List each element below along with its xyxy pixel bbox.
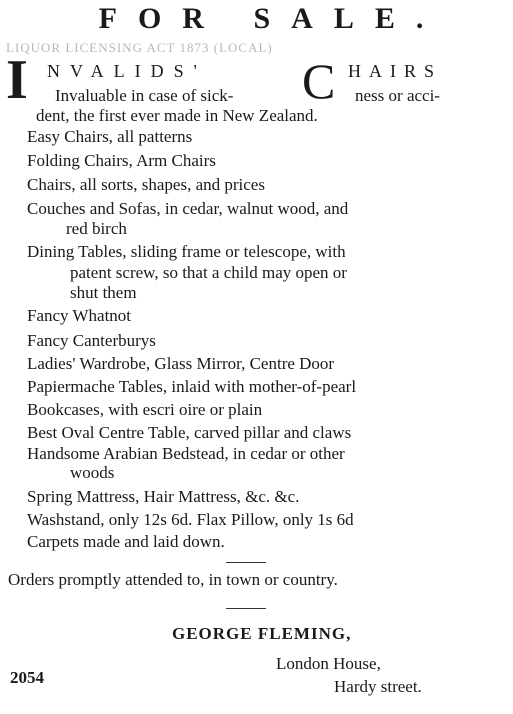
title-chairs: HAIRS bbox=[348, 61, 443, 81]
divider-rule bbox=[226, 562, 266, 563]
intro-line-1b: ness or acci- bbox=[355, 86, 440, 105]
advertiser-name: GEORGE FLEMING, bbox=[172, 624, 352, 643]
item-line: Carpets made and laid down. bbox=[27, 532, 225, 551]
intro-line-1a: Invaluable in case of sick- bbox=[55, 86, 234, 105]
item-line: Washstand, only 12s 6d. Flax Pillow, only 1s 6d bbox=[27, 510, 354, 529]
item-line: patent screw, so that a child may open or bbox=[70, 263, 347, 282]
item-line: Couches and Sofas, in cedar, walnut wood, and bbox=[27, 199, 349, 218]
item-line: Spring Mattress, Hair Mattress, &c. &c. bbox=[27, 487, 300, 506]
item-line: Fancy Whatnot bbox=[27, 306, 132, 325]
drop-cap-i: I bbox=[6, 49, 28, 111]
address-line-1: London House, bbox=[276, 654, 381, 673]
item-line: Easy Chairs, all patterns bbox=[27, 127, 193, 146]
item-line: Bookcases, with escri oire or plain bbox=[27, 400, 263, 419]
title-invalids: NVALIDS' bbox=[47, 61, 207, 81]
item-line: Best Oval Centre Table, carved pillar and claws bbox=[27, 423, 352, 442]
item-line: red birch bbox=[66, 219, 127, 238]
item-line: Papiermache Tables, inlaid with mother-of-pearl bbox=[27, 377, 357, 396]
divider-rule bbox=[226, 608, 266, 609]
item-line: Chairs, all sorts, shapes, and prices bbox=[27, 175, 265, 194]
ad-number: 2054 bbox=[10, 668, 44, 687]
drop-cap-c: C bbox=[302, 53, 336, 109]
item-line: Folding Chairs, Arm Chairs bbox=[27, 151, 216, 170]
item-line: shut them bbox=[70, 283, 137, 302]
item-line: Fancy Canterburys bbox=[27, 331, 156, 350]
item-line: woods bbox=[70, 463, 115, 482]
orders-line: Orders promptly attended to, in town or country. bbox=[8, 570, 338, 589]
address-line-2: Hardy street. bbox=[334, 677, 422, 696]
item-line: Ladies' Wardrobe, Glass Mirror, Centre Door bbox=[27, 354, 335, 373]
heading-for-sale: FOR SALE. bbox=[98, 2, 445, 35]
bleed-through-text-top: LIQUOR LICENSING ACT 1873 (LOCAL) bbox=[6, 40, 273, 55]
intro-line-2: dent, the first ever made in New Zealand. bbox=[36, 106, 318, 125]
item-line: Dining Tables, sliding frame or telescope, with bbox=[27, 242, 346, 261]
item-line: Handsome Arabian Bedstead, in cedar or other bbox=[27, 444, 345, 463]
